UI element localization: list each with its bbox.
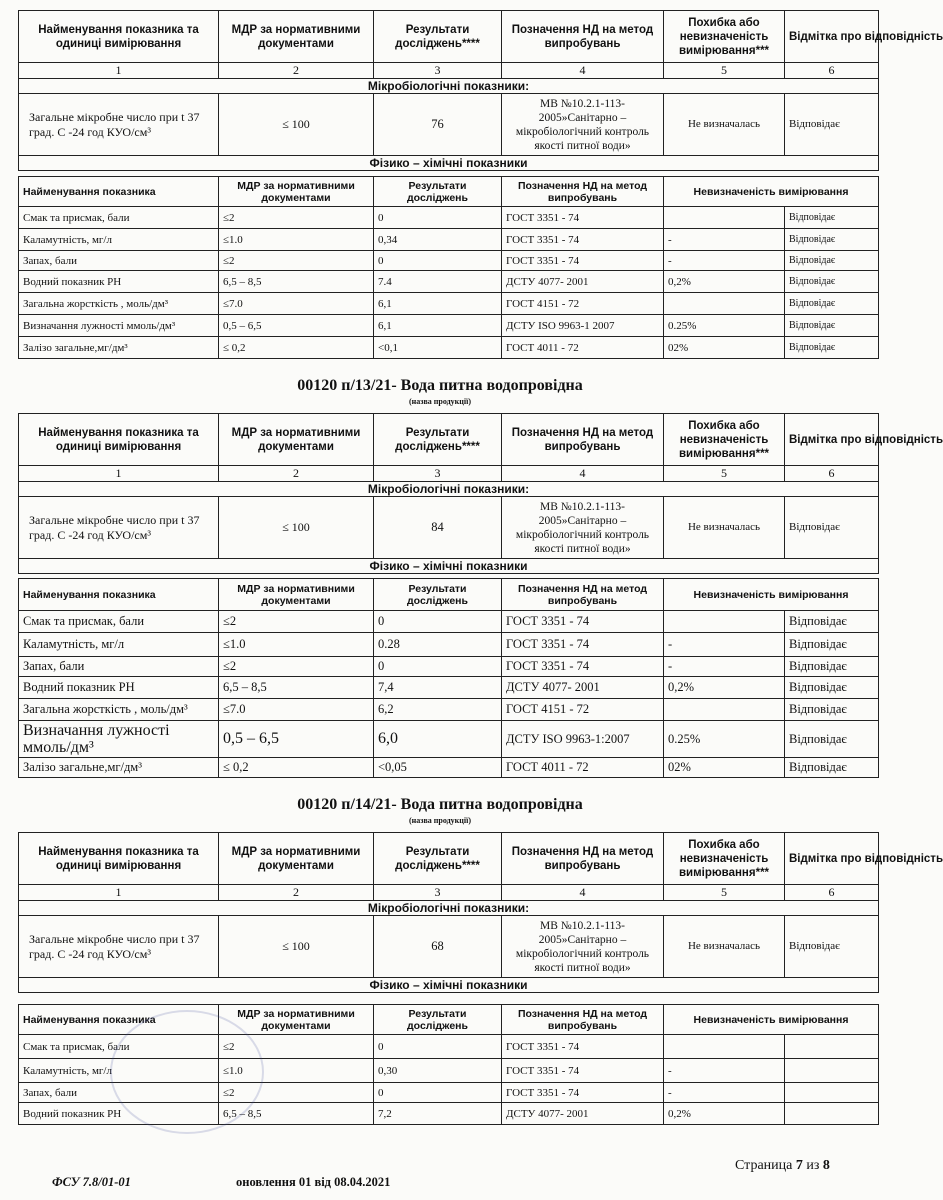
column-number: 4 — [502, 466, 664, 482]
page-word: Страница — [735, 1158, 793, 1173]
col-header-results: Результати досліджень**** — [374, 11, 502, 63]
row-result: 0,34 — [374, 229, 502, 251]
phys-header-uncertainty: Невизначеність вимірювання — [664, 579, 879, 611]
column-number: 1 — [19, 466, 219, 482]
results-table — [18, 413, 943, 574]
row-uncertainty — [664, 293, 785, 315]
row-result: 0 — [374, 611, 502, 633]
row-nd: ДСТУ 4077- 2001 — [502, 271, 664, 293]
row-result: 0 — [374, 251, 502, 271]
phys-header-name: Найменування показника — [19, 1005, 219, 1035]
row-nd: ГОСТ 3351 - 74 — [502, 1083, 664, 1103]
row-uncertainty — [664, 1035, 785, 1059]
micro-mark: Відповідає — [785, 916, 879, 978]
row-mdr: 6,5 – 8,5 — [219, 271, 374, 293]
col-header-mdr: МДР за нормативними документами — [219, 11, 374, 63]
row-mark: Відповідає — [785, 251, 879, 271]
row-name: Водний показник РН — [19, 1103, 219, 1125]
row-mdr: ≤1.0 — [219, 633, 374, 657]
row-uncertainty: - — [664, 657, 785, 677]
row-result: 6,0 — [374, 721, 502, 758]
col-header-nd: Позначення НД на метод випробувань — [502, 833, 664, 885]
phys-row — [19, 229, 879, 251]
row-name: Загальна жорсткість , моль/дм³ — [19, 699, 219, 721]
column-number: 5 — [664, 885, 785, 901]
micro-error: Не визначалась — [664, 916, 785, 978]
row-uncertainty: 0,2% — [664, 271, 785, 293]
micro-nd: МВ №10.2.1-113-2005»Санітарно – мікробіологічний контроль якості питної води» — [502, 94, 664, 156]
results-table — [18, 832, 943, 993]
phys-row — [19, 657, 879, 677]
column-number: 3 — [374, 466, 502, 482]
row-name: Смак та присмак, бали — [19, 611, 219, 633]
row-uncertainty — [664, 699, 785, 721]
phys-header-name: Найменування показника — [19, 177, 219, 207]
row-mark: Відповідає — [785, 337, 879, 359]
revision-note: оновлення 01 від 08.04.2021 — [236, 1175, 391, 1189]
row-mark — [785, 1035, 879, 1059]
row-mark — [785, 1059, 879, 1083]
row-mdr: ≤1.0 — [219, 229, 374, 251]
row-mark: Відповідає — [785, 229, 879, 251]
row-mdr: 0,5 – 6,5 — [219, 721, 374, 758]
row-uncertainty — [664, 207, 785, 229]
phys-header-nd: Позначення НД на метод випробувань — [502, 177, 664, 207]
column-number: 3 — [374, 885, 502, 901]
phys-row — [19, 677, 879, 699]
row-nd: ГОСТ 3351 - 74 — [502, 611, 664, 633]
row-result: 0 — [374, 1035, 502, 1059]
page-of: из — [806, 1158, 820, 1173]
row-name: Смак та присмак, бали — [19, 1035, 219, 1059]
row-uncertainty: - — [664, 229, 785, 251]
column-number: 2 — [219, 466, 374, 482]
phys-row — [19, 207, 879, 229]
row-uncertainty: 0.25% — [664, 721, 785, 758]
row-mark: Відповідає — [785, 271, 879, 293]
row-mdr: ≤ 0,2 — [219, 758, 374, 778]
phys-row — [19, 721, 879, 758]
col-header-name: Найменування показника та одиниці вимірювання — [19, 414, 219, 466]
row-mark: Відповідає — [785, 677, 879, 699]
phys-header-results: Результати досліджень — [374, 177, 502, 207]
faded-stamp — [110, 1010, 264, 1134]
row-name: Залізо загальне,мг/дм³ — [19, 758, 219, 778]
col-header-nd: Позначення НД на метод випробувань — [502, 414, 664, 466]
row-nd: ГОСТ 3351 - 74 — [502, 207, 664, 229]
row-result: <0,1 — [374, 337, 502, 359]
row-name: Смак та присмак, бали — [19, 207, 219, 229]
form-code: ФСУ 7.8/01-01 — [52, 1175, 131, 1189]
row-mdr: 6,5 – 8,5 — [219, 677, 374, 699]
row-mdr: ≤7.0 — [219, 293, 374, 315]
phys-row — [19, 699, 879, 721]
row-uncertainty — [664, 611, 785, 633]
phys-header-name: Найменування показника — [19, 579, 219, 611]
row-mark — [785, 1103, 879, 1125]
phys-header-uncertainty: Невизначеність вимірювання — [664, 177, 879, 207]
row-name: Каламутність, мг/л — [19, 229, 219, 251]
micro-mark: Відповідає — [785, 94, 879, 156]
column-number: 5 — [664, 466, 785, 482]
row-nd: ДСТУ ISO 9963-1:2007 — [502, 721, 664, 758]
row-mark: Відповідає — [785, 611, 879, 633]
micro-section-title: Мікробіологічні показники: — [19, 901, 879, 916]
row-mdr: ≤2 — [219, 251, 374, 271]
product-subtitle: (назва продукції) — [408, 397, 471, 406]
micro-name: Загальне мікробне число при t 37 град. С -24 год КУО/см³ — [19, 94, 219, 156]
row-name: Водний показник РН — [19, 677, 219, 699]
row-name: Визначання лужності ммоль/дм³ — [19, 721, 219, 758]
micro-error: Не визначалась — [664, 497, 785, 559]
col-header-error: Похибка або невизначеність вимірювання*** — [664, 833, 785, 885]
column-number: 4 — [502, 63, 664, 79]
col-header-error: Похибка або невизначеність вимірювання*** — [664, 11, 785, 63]
row-name: Водний показник РН — [19, 271, 219, 293]
row-nd: ГОСТ 4151 - 72 — [502, 699, 664, 721]
row-mark: Відповідає — [785, 633, 879, 657]
row-mark: Відповідає — [785, 758, 879, 778]
row-result: 0.28 — [374, 633, 502, 657]
phys-row — [19, 293, 879, 315]
column-number: 1 — [19, 63, 219, 79]
micro-mdr: ≤ 100 — [219, 94, 374, 156]
micro-mark: Відповідає — [785, 497, 879, 559]
micro-mdr: ≤ 100 — [219, 916, 374, 978]
micro-mdr: ≤ 100 — [219, 497, 374, 559]
col-header-mdr: МДР за нормативними документами — [219, 833, 374, 885]
page-total: 8 — [822, 1158, 830, 1173]
micro-section-title: Мікробіологічні показники: — [19, 79, 879, 94]
col-header-results: Результати досліджень**** — [374, 833, 502, 885]
page-current: 7 — [795, 1158, 803, 1173]
row-result: 0 — [374, 657, 502, 677]
row-result: 6,2 — [374, 699, 502, 721]
row-nd: ДСТУ 4077- 2001 — [502, 1103, 664, 1125]
column-number: 1 — [19, 885, 219, 901]
row-nd: ДСТУ ISO 9963-1 2007 — [502, 315, 664, 337]
row-name: Каламутність, мг/л — [19, 633, 219, 657]
row-mark: Відповідає — [785, 207, 879, 229]
micro-nd: МВ №10.2.1-113-2005»Санітарно – мікробіологічний контроль якості питної води» — [502, 497, 664, 559]
row-mdr: ≤2 — [219, 207, 374, 229]
micro-result: 68 — [374, 916, 502, 978]
phys-header-nd: Позначення НД на метод випробувань — [502, 1005, 664, 1035]
micro-nd: МВ №10.2.1-113-2005»Санітарно – мікробіологічний контроль якості питної води» — [502, 916, 664, 978]
row-mark: Відповідає — [785, 657, 879, 677]
row-nd: ГОСТ 4151 - 72 — [502, 293, 664, 315]
row-result: <0,05 — [374, 758, 502, 778]
phys-row — [19, 251, 879, 271]
col-header-name: Найменування показника та одиниці вимірювання — [19, 11, 219, 63]
column-number: 4 — [502, 885, 664, 901]
phys-header-uncertainty: Невизначеність вимірювання — [664, 1005, 879, 1035]
row-mdr: ≤2 — [219, 657, 374, 677]
column-number: 6 — [785, 466, 879, 482]
phys-row — [19, 611, 879, 633]
col-header-results: Результати досліджень**** — [374, 414, 502, 466]
row-nd: ГОСТ 4011 - 72 — [502, 758, 664, 778]
micro-name: Загальне мікробне число при t 37 град. С -24 год КУО/см³ — [19, 497, 219, 559]
phys-row — [19, 758, 879, 778]
row-mark: Відповідає — [785, 293, 879, 315]
row-mdr: 6,5 – 8,5 — [219, 1103, 374, 1125]
row-mdr: ≤2 — [219, 611, 374, 633]
phys-row — [19, 337, 879, 359]
phys-header-results: Результати досліджень — [374, 1005, 502, 1035]
row-uncertainty: 0,2% — [664, 677, 785, 699]
row-uncertainty: 02% — [664, 337, 785, 359]
row-nd: ГОСТ 4011 - 72 — [502, 337, 664, 359]
row-result: 6,1 — [374, 315, 502, 337]
col-header-mdr: МДР за нормативними документами — [219, 414, 374, 466]
col-header-nd: Позначення НД на метод випробувань — [502, 11, 664, 63]
row-result: 0 — [374, 1083, 502, 1103]
col-header-error: Похибка або невизначеність вимірювання*** — [664, 414, 785, 466]
phys-table — [18, 176, 878, 359]
phys-header-mdr: МДР за нормативними документами — [219, 1005, 374, 1035]
row-mdr: ≤7.0 — [219, 699, 374, 721]
col-header-name: Найменування показника та одиниці вимірювання — [19, 833, 219, 885]
product-subtitle: (назва продукції) — [408, 816, 471, 825]
row-mark: Відповідає — [785, 315, 879, 337]
row-nd: ГОСТ 3351 - 74 — [502, 1059, 664, 1083]
col-header-mark: Відмітка про відповідність — [785, 11, 879, 63]
row-uncertainty: 0,2% — [664, 1103, 785, 1125]
phys-header-mdr: МДР за нормативними документами — [219, 579, 374, 611]
row-name: Запах, бали — [19, 251, 219, 271]
row-name: Залізо загальне,мг/дм³ — [19, 337, 219, 359]
row-mdr: 0,5 – 6,5 — [219, 315, 374, 337]
row-result: 7.4 — [374, 271, 502, 293]
phys-row — [19, 271, 879, 293]
column-number: 2 — [219, 885, 374, 901]
phys-section-title: Фізико – хімічні показники — [19, 978, 879, 993]
column-number: 6 — [785, 63, 879, 79]
micro-result: 84 — [374, 497, 502, 559]
phys-row — [19, 315, 879, 337]
micro-name: Загальне мікробне число при t 37 град. С -24 год КУО/см³ — [19, 916, 219, 978]
product-title: 00120 п/13/21- Вода питна водопровідна — [297, 377, 583, 394]
row-uncertainty: - — [664, 633, 785, 657]
row-result: 6,1 — [374, 293, 502, 315]
row-nd: ДСТУ 4077- 2001 — [502, 677, 664, 699]
row-uncertainty: 02% — [664, 758, 785, 778]
row-nd: ГОСТ 3351 - 74 — [502, 657, 664, 677]
column-number: 6 — [785, 885, 879, 901]
row-uncertainty: 0.25% — [664, 315, 785, 337]
column-number: 5 — [664, 63, 785, 79]
row-nd: ГОСТ 3351 - 74 — [502, 229, 664, 251]
phys-row — [19, 633, 879, 657]
results-table — [18, 10, 943, 171]
row-nd: ГОСТ 3351 - 74 — [502, 1035, 664, 1059]
row-name: Запах, бали — [19, 657, 219, 677]
row-mdr: ≤ 0,2 — [219, 337, 374, 359]
phys-header-nd: Позначення НД на метод випробувань — [502, 579, 664, 611]
micro-section-title: Мікробіологічні показники: — [19, 482, 879, 497]
row-mark — [785, 1083, 879, 1103]
row-nd: ГОСТ 3351 - 74 — [502, 251, 664, 271]
column-number: 3 — [374, 63, 502, 79]
row-name: Загальна жорсткість , моль/дм³ — [19, 293, 219, 315]
row-result: 7,4 — [374, 677, 502, 699]
row-uncertainty: - — [664, 1083, 785, 1103]
page-number — [735, 1158, 830, 1174]
row-result: 7,2 — [374, 1103, 502, 1125]
row-mdr: ≤2 — [219, 1035, 374, 1059]
row-mark: Відповідає — [785, 721, 879, 758]
row-result: 0,30 — [374, 1059, 502, 1083]
micro-result: 76 — [374, 94, 502, 156]
col-header-mark: Відмітка про відповідність — [785, 414, 879, 466]
row-uncertainty: - — [664, 1059, 785, 1083]
col-header-mark: Відмітка про відповідність — [785, 833, 879, 885]
row-name: Каламутність, мг/л — [19, 1059, 219, 1083]
phys-header-results: Результати досліджень — [374, 579, 502, 611]
phys-header-mdr: МДР за нормативними документами — [219, 177, 374, 207]
phys-table — [18, 578, 878, 778]
row-nd: ГОСТ 3351 - 74 — [502, 633, 664, 657]
row-mdr: ≤1.0 — [219, 1059, 374, 1083]
row-name: Запах, бали — [19, 1083, 219, 1103]
row-name: Визначання лужності ммоль/дм³ — [19, 315, 219, 337]
product-title: 00120 п/14/21- Вода питна водопровідна — [297, 796, 583, 813]
row-uncertainty: - — [664, 251, 785, 271]
row-mdr: ≤2 — [219, 1083, 374, 1103]
micro-error: Не визначалась — [664, 94, 785, 156]
row-result: 0 — [374, 207, 502, 229]
row-mark: Відповідає — [785, 699, 879, 721]
column-number: 2 — [219, 63, 374, 79]
phys-section-title: Фізико – хімічні показники — [19, 156, 879, 171]
phys-section-title: Фізико – хімічні показники — [19, 559, 879, 574]
